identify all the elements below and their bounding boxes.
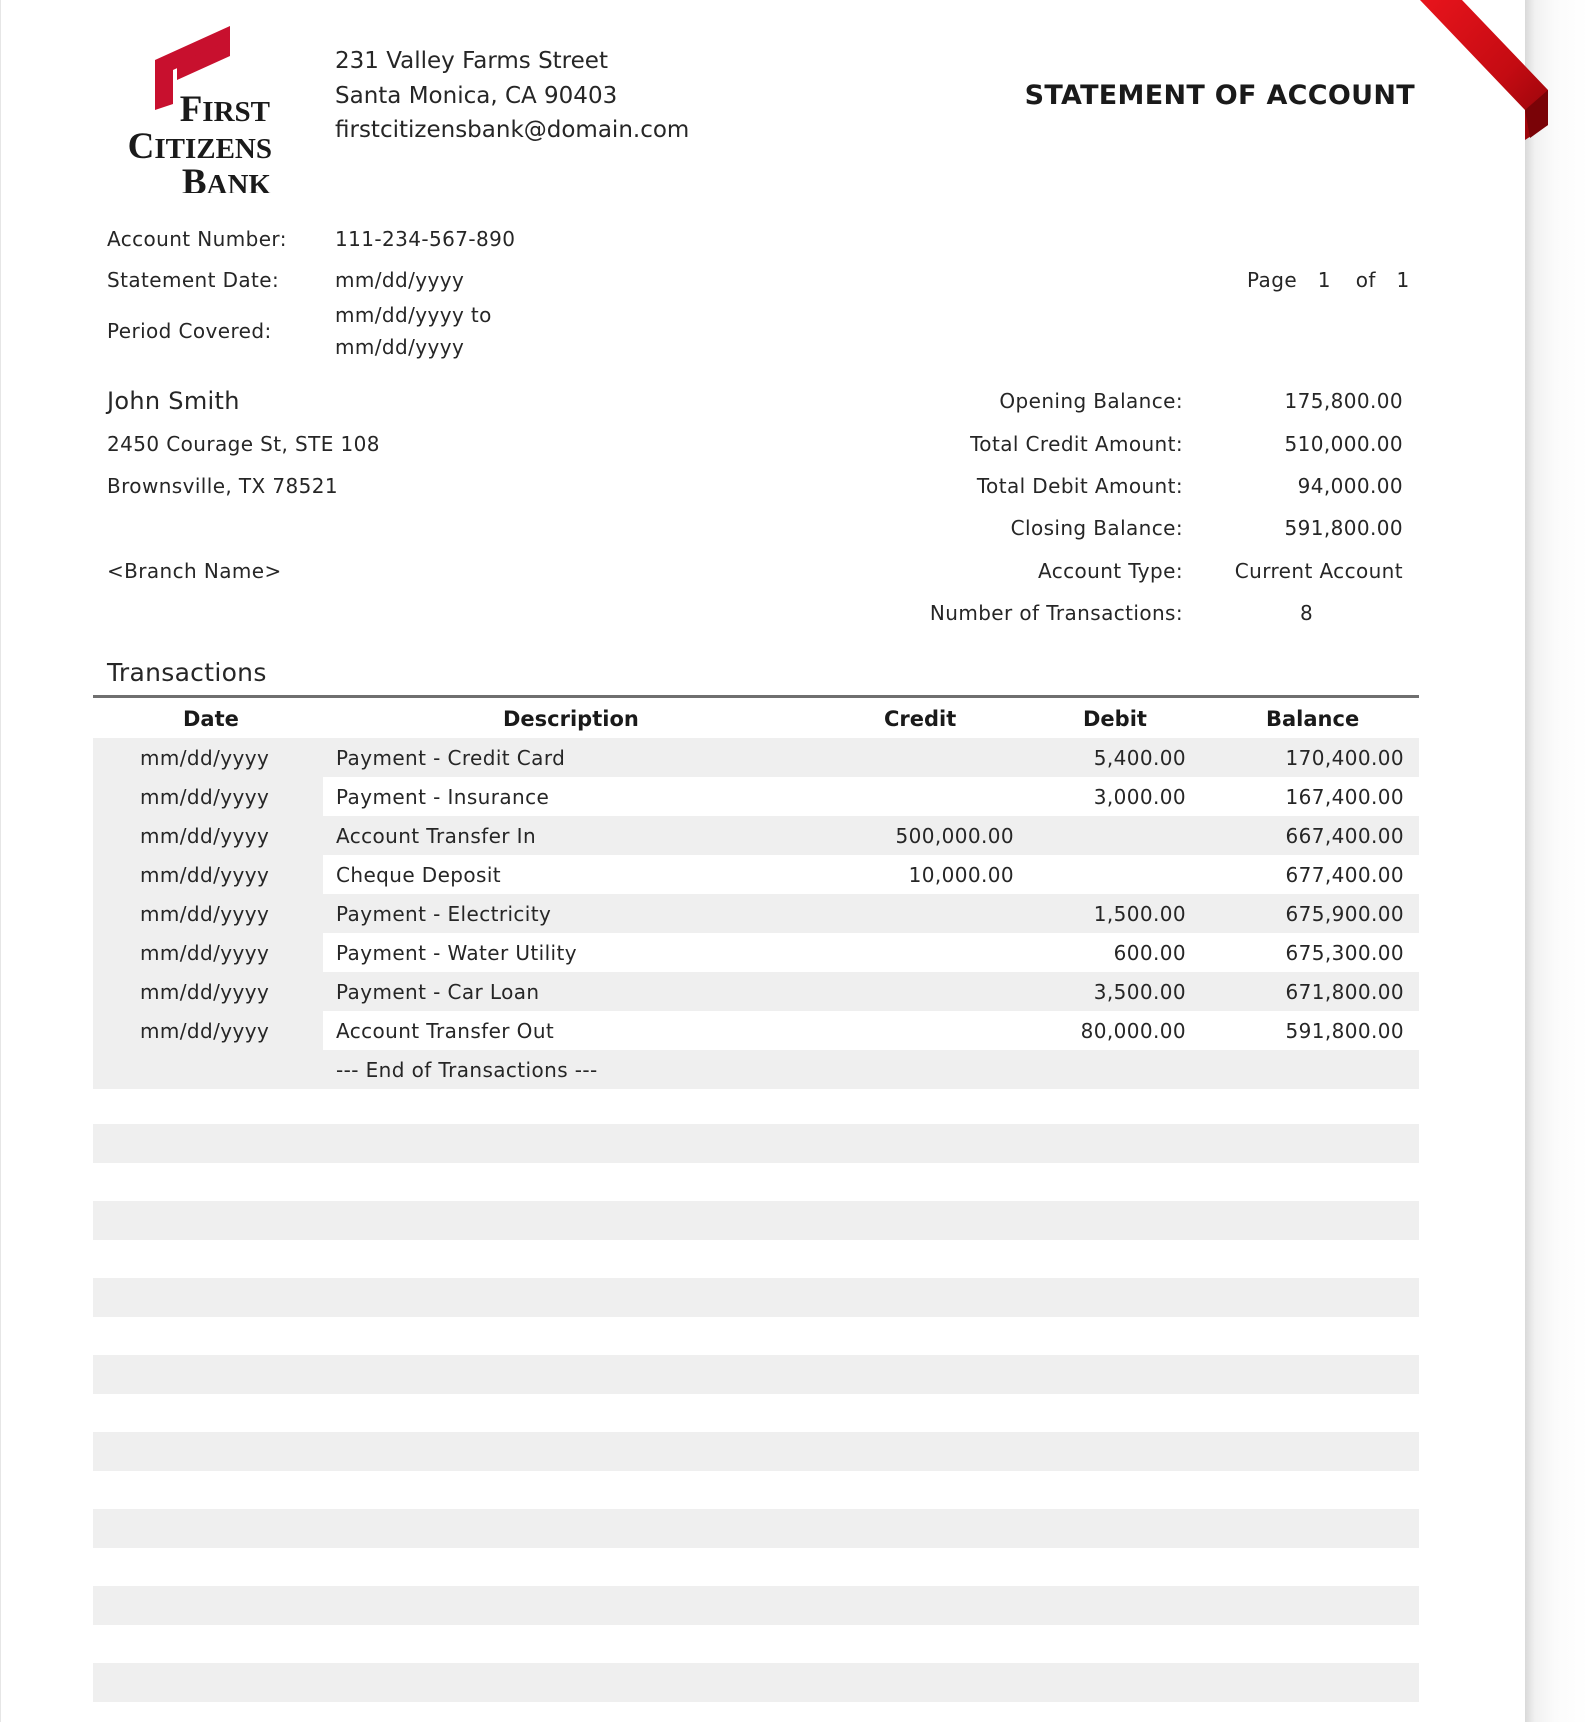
cell-debit: 3,500.00 [1093,980,1186,1004]
table-header [93,700,1419,738]
account-type-value: Current Account [1234,559,1403,583]
account-number: 111-234-567-890 [335,227,516,251]
end-of-transactions: --- End of Transactions --- [336,1058,598,1082]
empty-row-stripe [93,1278,1419,1317]
logo-word-bank: BANK [181,162,271,193]
cell-date: mm/dd/yyyy [140,863,270,887]
page-edge-shadow [1525,0,1588,1722]
cell-date: mm/dd/yyyy [140,746,270,770]
closing-balance-value: 591,800.00 [1284,516,1403,540]
cell-description: Cheque Deposit [336,863,502,887]
table-row [93,972,1419,1011]
cell-description: Payment - Electricity [336,902,552,926]
empty-row-stripe [93,1663,1419,1702]
cell-debit: 3,000.00 [1093,785,1186,809]
table-row [93,777,1419,816]
closing-balance-label: Closing Balance: [1010,516,1183,540]
account-type-label: Account Type: [1038,559,1183,583]
table-row [93,816,1419,855]
table-row [93,1011,1419,1050]
table-row [93,933,1419,972]
cell-balance: 167,400.00 [1285,785,1404,809]
table-row [93,855,1419,894]
cell-date: mm/dd/yyyy [140,785,270,809]
transactions-section-title: Transactions [107,658,267,687]
page-label: Page [1247,268,1298,292]
col-header-balance: Balance [1266,707,1360,731]
cell-debit: 80,000.00 [1080,1019,1186,1043]
cell-description: Account Transfer Out [336,1019,555,1043]
statement-title: STATEMENT OF ACCOUNT [1024,80,1415,111]
account-number-label: Account Number: [107,227,287,251]
cell-balance: 671,800.00 [1285,980,1404,1004]
bank-address-line2: Santa Monica, CA 90403 [335,83,618,109]
cell-debit: 600.00 [1113,941,1186,965]
bank-logo [115,8,305,193]
col-header-date: Date [183,707,239,731]
page-total: 1 [1396,268,1410,292]
cell-balance: 591,800.00 [1285,1019,1404,1043]
cell-debit: 5,400.00 [1093,746,1186,770]
cell-debit: 1,500.00 [1093,902,1186,926]
empty-row-stripe [93,1201,1419,1240]
customer-address-line2: Brownsville, TX 78521 [107,474,339,498]
cell-balance: 170,400.00 [1285,746,1404,770]
empty-row-stripe [93,1432,1419,1471]
opening-balance-value: 175,800.00 [1284,389,1403,413]
total-credit-value: 510,000.00 [1284,432,1403,456]
page-of: of [1355,268,1376,292]
cell-description: Payment - Car Loan [336,980,540,1004]
table-row [93,738,1419,777]
cell-credit: 10,000.00 [908,863,1014,887]
cell-date: mm/dd/yyyy [140,902,270,926]
empty-row-stripe [93,1355,1419,1394]
cell-balance: 675,300.00 [1285,941,1404,965]
cell-balance: 667,400.00 [1285,824,1404,848]
corner-ribbon-icon [1400,0,1588,160]
cell-description: Payment - Water Utility [336,941,577,965]
empty-row-stripe [93,1509,1419,1548]
logo-word-first: FIRST [179,89,270,130]
empty-row-stripe [93,1586,1419,1625]
period-end: mm/dd/yyyy [335,335,465,359]
total-debit-label: Total Debit Amount: [976,474,1183,498]
col-header-debit: Debit [1083,707,1147,731]
col-header-credit: Credit [884,707,957,731]
cell-date: mm/dd/yyyy [140,980,270,1004]
cell-balance: 677,400.00 [1285,863,1404,887]
cell-credit: 500,000.00 [895,824,1014,848]
cell-description: Payment - Insurance [336,785,550,809]
cell-date: mm/dd/yyyy [140,941,270,965]
customer-name: John Smith [107,387,240,415]
statement-date-label: Statement Date: [107,268,280,292]
branch-name: <Branch Name> [107,559,282,583]
customer-address-line1: 2450 Courage St, STE 108 [107,432,380,456]
total-credit-label: Total Credit Amount: [970,432,1183,456]
empty-row-stripe [93,1124,1419,1163]
table-row [93,894,1419,933]
transaction-count-label: Number of Transactions: [929,601,1183,625]
statement-date: mm/dd/yyyy [335,268,465,292]
opening-balance-label: Opening Balance: [999,389,1183,413]
col-header-description: Description [503,707,639,731]
bank-email: firstcitizensbank@domain.com [335,117,690,143]
page-indicator [1247,268,1410,292]
table-row-end-marker [93,1050,1419,1089]
cell-date: mm/dd/yyyy [140,1019,270,1043]
transactions-header-rule [93,695,1419,698]
cell-description: Payment - Credit Card [336,746,566,770]
total-debit-value: 94,000.00 [1297,474,1403,498]
bank-address-line1: 231 Valley Farms Street [335,48,608,74]
period-start: mm/dd/yyyy to [335,303,492,327]
cell-date: mm/dd/yyyy [140,824,270,848]
period-covered-label: Period Covered: [107,319,272,343]
transactions-table [93,700,1419,1089]
transaction-count-value: 8 [1300,601,1314,625]
page-current: 1 [1317,268,1331,292]
cell-description: Account Transfer In [336,824,537,848]
logo-word-citizens: CITIZENS [127,126,272,167]
cell-balance: 675,900.00 [1285,902,1404,926]
